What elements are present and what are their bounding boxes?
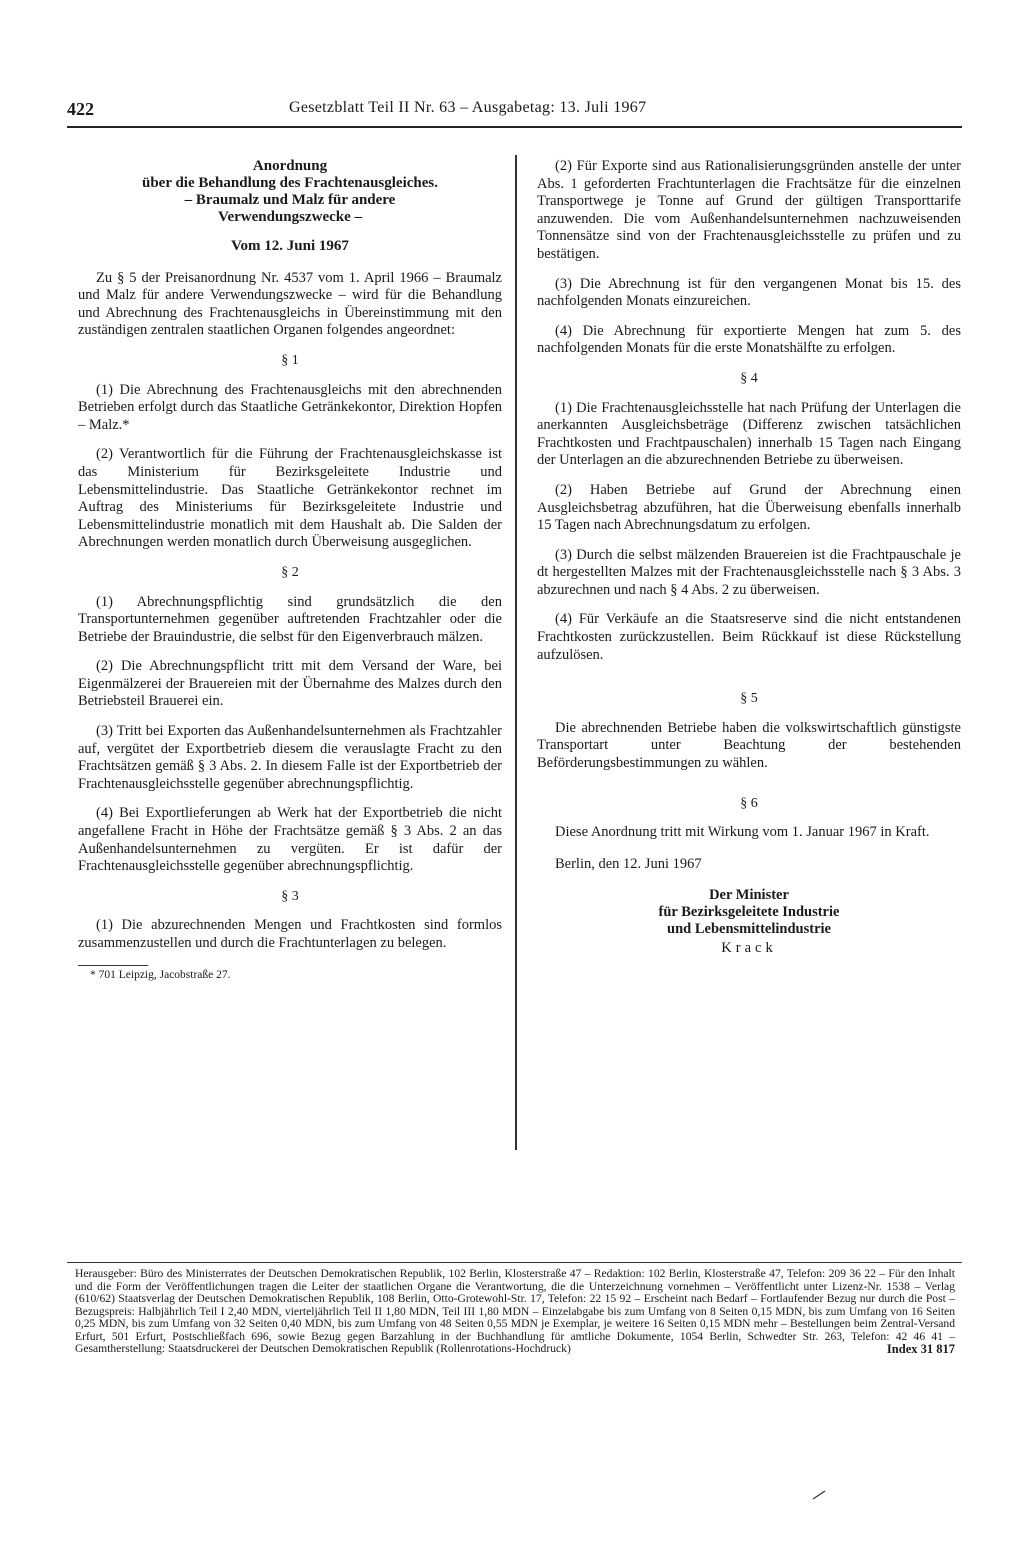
paragraph: (1) Die Frachtenausgleichsstelle hat nach Prüfung der Unterlagen die anerkannten Ausgleichsbeträge (Differenz zwischen tatsächlichen Frachtkosten und Frachtpauschalen) innerhalb 15 Tagen nach Eingang der Unterlagen an die abzurechnenden Betriebe zu überweisen. <box>537 399 961 469</box>
imprint <box>75 1268 955 1356</box>
paragraph: (3) Die Abrechnung ist für den vergangenen Monat bis 15. des nachfolgenden Monats einzureichen. <box>537 275 961 310</box>
header-title: Gesetzblatt Teil II Nr. 63 – Ausgabetag: 13. Juli 1967 <box>289 99 647 116</box>
section-heading: § 5 <box>740 691 758 707</box>
paragraph: (3) Tritt bei Exporten das Außenhandelsunternehmen als Frachtzahler auf, vergütet der Exportbetrieb diesem die verauslagte Fracht zu den Frachtsätzen gemäß § 3 Abs. 2. In diesem Falle ist der Exportbetrieb der Frachtenausgleichsstelle gegenüber abrechnungspflichtig. <box>78 723 502 792</box>
paragraph: (1) Die Abrechnung des Frachtenausgleichs mit den abrechnenden Betrieben erfolgt durch das Staatliche Getränkekontor, Direktion Hopfen – Malz.* <box>78 381 502 433</box>
imprint-index: Index 31 817 <box>886 1342 955 1356</box>
signature-line: Der Minister <box>709 887 789 904</box>
paragraph: (4) Bei Exportlieferungen ab Werk hat der Exportbetrieb die nicht angefallene Fracht in Höhe der Frachtsätze gemäß § 3 Abs. 2 an das Außenhandelsunternehmen zu vergüten. Er ist dafür der Frachtenausgleichsstelle gegenüber abrechnungspflichtig. <box>78 805 502 875</box>
paragraph: (4) Für Verkäufe an die Staatsreserve sind die nicht entstandenen Frachtkosten zurückzustellen. Beim Rückkauf ist diese Rückstellung aufzulösen. <box>537 611 961 663</box>
paragraph: (2) Haben Betriebe auf Grund der Abrechnung einen Ausgleichsbetrag abzuführen, hat die Überweisung ebenfalls innerhalb 15 Tagen nach Abrechnungsdatum zu erfolgen. <box>537 481 961 534</box>
title-line: – Braumalz und Malz für andere <box>184 192 396 208</box>
header-rule <box>67 126 962 128</box>
footnote-rule <box>78 965 148 966</box>
preamble: Zu § 5 der Preisanordnung Nr. 4537 vom 1. April 1966 – Braumalz und Malz für andere Verwendungszwecke – wird für die Behandlung und Abrechnung des Frachtenausgleichs in Übereinstimmung mit den zuständigen zentralen staatlichen Organen folgendes angeordnet: <box>78 269 502 339</box>
paragraph: (1) Die abzurechnenden Mengen und Frachtkosten sind formlos zusammenzustellen und durch die Frachtunterlagen zu belegen. <box>78 917 502 951</box>
title-line: Anordnung <box>252 158 328 174</box>
page-number: 422 <box>67 99 94 119</box>
title-line: über die Behandlung des Frachtenausgleiches. <box>141 175 438 191</box>
paragraph: (4) Die Abrechnung für exportierte Mengen hat zum 5. des nachfolgenden Monats für die erste Monatshälfte zu erfolgen. <box>537 322 961 357</box>
section-heading: § 1 <box>281 352 299 368</box>
section-heading: § 3 <box>281 888 299 904</box>
title-line: Verwendungszwecke – <box>217 209 363 225</box>
paragraph: (1) Abrechnungspflichtig sind grundsätzlich die den Transportunternehmen gegenüber auftretenden Frachtzahler oder die Betriebe der Brauindustrie, die selbst für den Eigenverbrauch mälzen. <box>78 593 502 645</box>
paragraph: (2) Für Exporte sind aus Rationalisierungsgründen anstelle der unter Abs. 1 geforderten Frachtunterlagen die Frachtsätze für die einzelnen Transportwege je Tonne auf Grund der gültigen Transporttarife anzuwenden. Die vom Außenhandelsunternehmen nachzuweisenden Tonnensätze sind von der Frachtenausgleichsstelle zu prüfen und zu bestätigen. <box>537 158 961 262</box>
pen-mark <box>812 1490 826 1500</box>
right-column <box>537 158 961 973</box>
paragraph: Die abrechnenden Betriebe haben die volkswirtschaftlich günstigste Transportart unter Beachtung der bestehenden Beförderungsbestimmungen zu wählen. <box>537 719 961 772</box>
section-heading: § 6 <box>740 795 758 811</box>
paragraph: (2) Die Abrechnungspflicht tritt mit dem Versand der Ware, bei Eigenmälzerei der Brauereien mit der Übernahme des Malzes durch den Betriebsteil Brauerei ein. <box>78 658 502 710</box>
section-heading: § 2 <box>281 564 299 580</box>
signature-line: für Bezirksgeleitete Industrie <box>658 904 840 921</box>
imprint-rule <box>67 1262 962 1263</box>
imprint-text: Herausgeber: Büro des Ministerrates der Deutschen Demokratischen Republik, 102 Berlin, Klosterstraße 47 – Redaktion: 102 Berlin, Klosterstraße 47, Telefon: 209 36 22 – Für den Inhalt und die Form der Veröffentlichungen tragen die Leiter der staatlichen Organe die Verantwortung, die die Unterzeichnung vornehmen – Veröffentlicht unter Lizenz-Nr. 1538 – Verlag (610/62) Staatsverlag der Deutschen Demokratischen Republik, 108 Berlin, Otto-Grotewohl-Str. 17, Telefon: 22 15 92 – Erscheint nach Bedarf – Fortlaufender Bezug nur durch die Post – Bezugspreis: Halbjährlich Teil I 2,40 MDN, vierteljährlich Teil II 1,80 MDN, Teil III 1,80 MDN – Einzelabgabe bis zum Umfang von 8 Seiten 0,15 MDN, bis zum Umfang von 16 Seiten 0,25 MDN, bis zum Umfang von 32 Seiten 0,40 MDN, bis zum Umfang von 48 Seiten 0,55 MDN je Exemplar, je weitere 16 Seiten 0,15 MDN mehr – Bestellungen beim Zentral-Versand Erfurt, 501 Erfurt, Postschließfach 696, sowie Bezug gegen Barzahlung in der Buchhandlung für amtliche Dokumente, 1054 Berlin, Schwedter Str. 263, Telefon: 42 46 41 – Gesamtherstellung: Staatsdruckerei der Deutschen Demokratischen Republik (Rollenrotations-Hochdruck) <box>75 1267 955 1355</box>
signature-line: und Lebensmittelindustrie <box>667 921 831 938</box>
place-date: Berlin, den 12. Juni 1967 <box>555 855 702 872</box>
left-column <box>78 158 502 982</box>
signer-name: Krack <box>721 940 777 957</box>
section-heading: § 4 <box>740 370 758 386</box>
column-divider <box>515 155 517 1150</box>
footnote: * 701 Leipzig, Jacobstraße 27. <box>90 968 231 981</box>
paragraph: (2) Verantwortlich für die Führung der Frachtenausgleichskasse ist das Ministerium für Bezirksgeleitete Industrie und Lebensmittelindustrie. Das Staatliche Getränkekontor rechnet im Auftrag des Ministeriums für Bezirksgeleitete Industrie und Lebensmittelindustrie monatlich mit dem Haushalt ab. Die Salden der Abrechnungen werden monatlich durch Überweisung ausgeglichen. <box>78 446 502 551</box>
paragraph: (3) Durch die selbst mälzenden Brauereien ist die Frachtpauschale je dt hergestellten Malzes mit der Frachtenausgleichsstelle nach § 3 Abs. 3 abzurechnen und nach § 4 Abs. 2 zu überweisen. <box>537 546 961 598</box>
ordinance-date: Vom 12. Juni 1967 <box>231 238 349 254</box>
paragraph: Diese Anordnung tritt mit Wirkung vom 1. Januar 1967 in Kraft. <box>555 824 930 841</box>
